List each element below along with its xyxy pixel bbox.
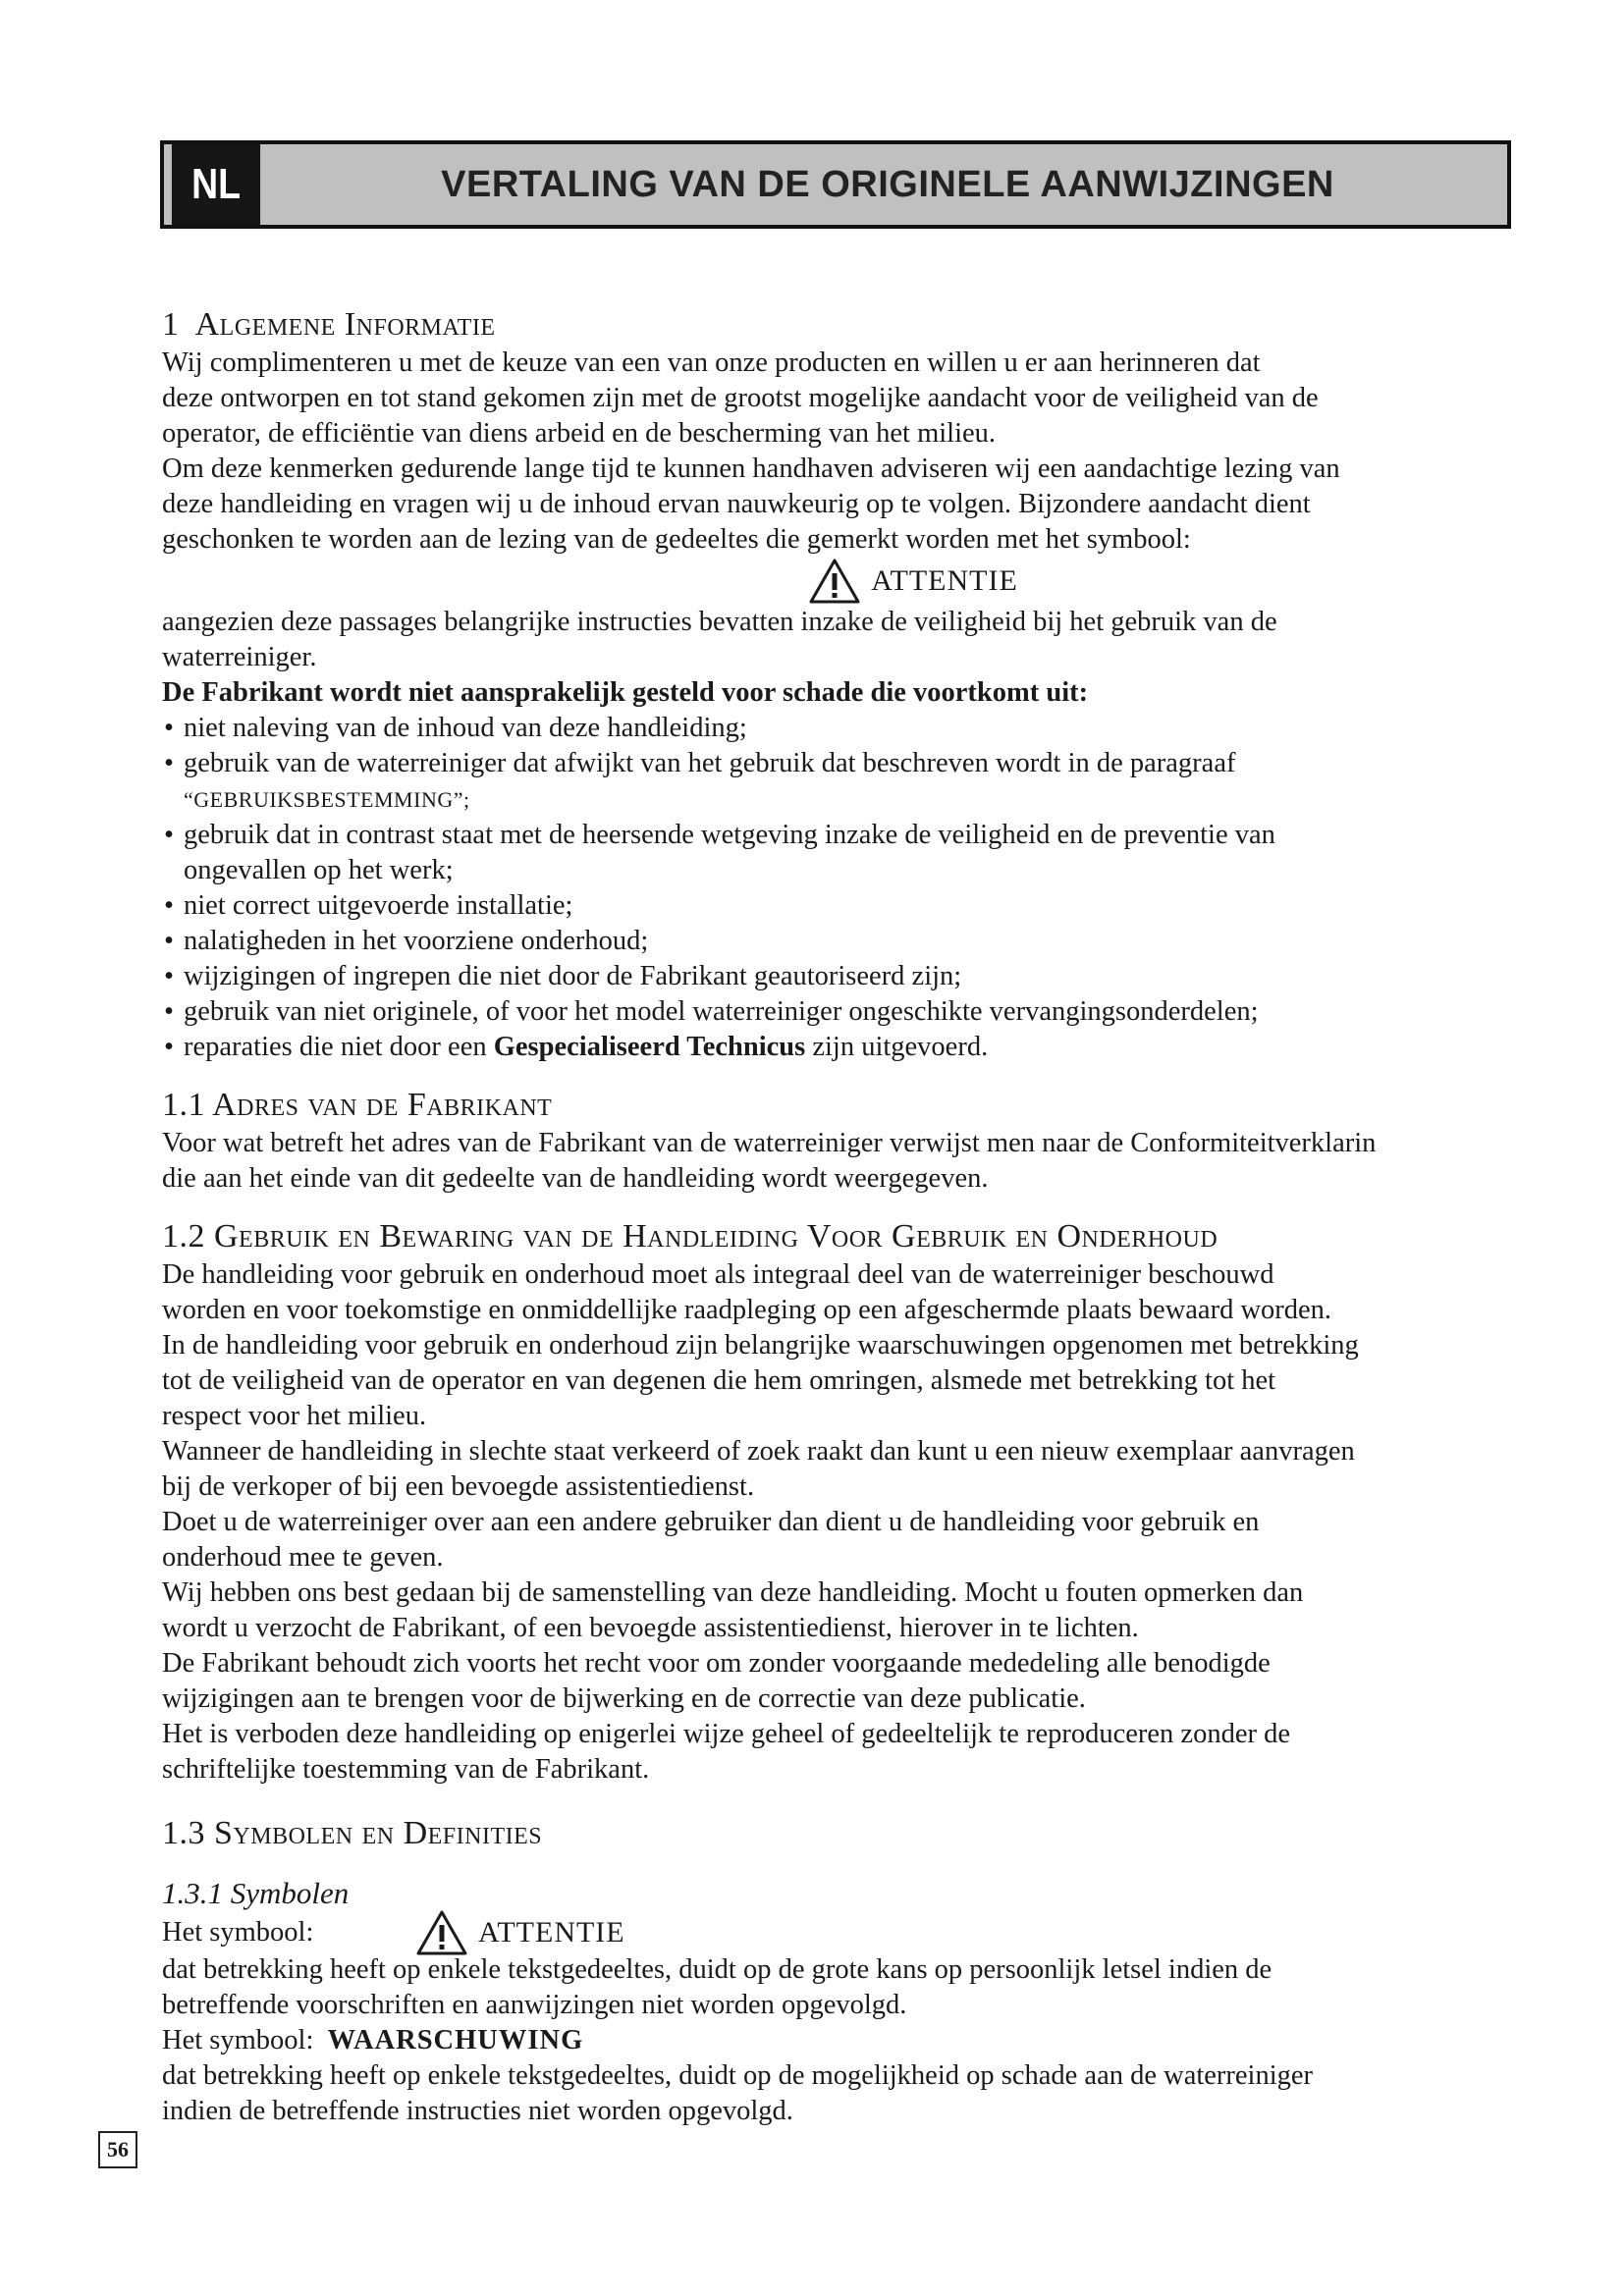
list-item: • gebruik van de waterreiniger dat afwijkt van het gebruik dat beschreven wordt in de paragraaf “GEBRUIKSBESTEMMING”; — [162, 746, 1586, 818]
page-header — [160, 140, 1511, 229]
paragraph-line: respect voor het milieu. — [162, 1401, 427, 1431]
usage-reference: “GEBRUIKSBESTEMMING”; — [184, 787, 470, 812]
section-1-1-heading — [162, 1085, 1586, 1126]
paragraph-line: waterreiniger. — [162, 642, 317, 672]
paragraph-line: Wij hebben ons best gedaan bij de samenstelling van deze handleiding. Mocht u fouten opmerken dan — [162, 1577, 1304, 1608]
paragraph-line: dat betrekking heeft op enkele tekstgedeeltes, duidt op de grote kans op persoonlijk letsel indien de — [162, 1954, 1272, 1985]
paragraph-line: tot de veiligheid van de operator en van degenen die hem omringen, alsmede met betrekking tot het — [162, 1365, 1276, 1396]
attention-symbol-block — [241, 558, 1586, 605]
page-number: 56 — [98, 2131, 137, 2168]
section-title: Adres van de Fabrikant — [212, 1087, 553, 1123]
paragraph-line: operator, de efficiëntie van diens arbeid en de bescherming van het milieu. — [162, 418, 997, 449]
document-body — [162, 304, 1586, 2129]
paragraph-line: Voor wat betreft het adres van de Fabrikant van de waterreiniger verwijst men naar de Conformiteitverklarin — [162, 1128, 1377, 1158]
paragraph-line: schriftelijke toestemming van de Fabrikant. — [162, 1754, 650, 1785]
paragraph-line: wordt u verzocht de Fabrikant, of een bevoegde assistentiedienst, hierover in te lichten. — [162, 1613, 1139, 1643]
paragraph-line: De Fabrikant behoudt zich voorts het recht voor om zonder voorgaande mededeling alle benodigde — [162, 1648, 1271, 1679]
paragraph-line: Het is verboden deze handleiding op enigerlei wijze geheel of gedeeltelijk te reproduceren zonder de — [162, 1719, 1290, 1749]
warning-label: WAARSCHUWING — [327, 2025, 584, 2056]
subsection-title: 1.3.1 Symbolen — [162, 1876, 350, 1910]
list-item: • reparaties die niet door een Gespecialiseerd Technicus zijn uitgevoerd. — [162, 1030, 1586, 1065]
liability-list — [162, 711, 1586, 1065]
list-item: • niet correct uitgevoerde installatie; — [162, 888, 1586, 924]
paragraph-line: Doet u de waterreiniger over aan een andere gebruiker dan dient u de handleiding voor gebruik en — [162, 1507, 1260, 1537]
list-item: • nalatigheden in het voorziene onderhoud; — [162, 924, 1586, 959]
section-number: 1 — [162, 306, 180, 343]
symbol-label: Het symbool: — [162, 1917, 314, 1948]
list-item: • wijzigingen of ingrepen die niet door de Fabrikant geautoriseerd zijn; — [162, 959, 1586, 994]
paragraph-line: In de handleiding voor gebruik en onderhoud zijn belangrijke waarschuwingen opgenomen met betrekking — [162, 1330, 1359, 1361]
attention-label: ATTENTIE — [478, 1916, 625, 1949]
warning-triangle-icon — [415, 1909, 468, 1956]
paragraph-line: betreffende voorschriften en aanwijzingen niet worden opgevolgd. — [162, 1990, 907, 2020]
paragraph-line: worden en voor toekomstige en onmiddellijke raadpleging op een afgeschermde plaats bewaard worden. — [162, 1295, 1332, 1325]
list-item: • niet naleving van de inhoud van deze handleiding; — [162, 711, 1586, 746]
section-1-2-heading — [162, 1216, 1586, 1257]
section-1-heading — [162, 304, 1586, 346]
paragraph-line: dat betrekking heeft op enkele tekstgedeeltes, duidt op de mogelijkheid op schade aan de waterreiniger — [162, 2060, 1314, 2091]
section-number: 1.1 — [162, 1087, 205, 1123]
section-1-3-heading — [162, 1813, 1586, 1854]
symbol-label: Het symbool: — [162, 2025, 314, 2056]
paragraph-line: De handleiding voor gebruik en onderhoud moet als integraal deel van de waterreiniger beschouwd — [162, 1259, 1274, 1290]
paragraph-line: deze ontworpen en tot stand gekomen zijn met de grootst mogelijke aandacht voor de veiligheid van de — [162, 383, 1319, 413]
paragraph-line: Wij complimenteren u met de keuze van een van onze producten en willen u er aan herinneren dat — [162, 347, 1261, 378]
section-number: 1.3 — [162, 1815, 205, 1851]
section-title: Symbolen en Definities — [214, 1815, 543, 1851]
paragraph-line: onderhoud mee te geven. — [162, 1542, 444, 1573]
list-item: • gebruik dat in contrast staat met de heersende wetgeving inzake de veiligheid en de preventie van ongevallen op het werk; — [162, 818, 1586, 888]
specialist-term: Gespecialiseerd Technicus — [493, 1032, 806, 1062]
paragraph-line: die aan het einde van dit gedeelte van de handleiding wordt weergegeven. — [162, 1163, 989, 1194]
attention-symbol-row — [162, 1913, 1586, 1952]
paragraph-line: bij de verkoper of bij een bevoegde assistentiedienst. — [162, 1471, 755, 1502]
paragraph-line: wijzigingen aan te brengen voor de bijwerking en de correctie van deze publicatie. — [162, 1683, 1086, 1714]
paragraph-line: Wanneer de handleiding in slechte staat verkeerd of zoek raakt dan kunt u een nieuw exemplaar aanvragen — [162, 1436, 1355, 1467]
list-item: • gebruik van niet originele, of voor het model waterreiniger ongeschikte vervangingsonderdelen; — [162, 994, 1586, 1030]
paragraph-line: deze handleiding en vragen wij u de inhoud ervan nauwkeurig op te volgen. Bijzondere aandacht dient — [162, 489, 1311, 519]
warning-triangle-icon — [808, 558, 861, 605]
section-title: Gebruik en Bewaring van de Handleiding Voor Gebruik en Onderhoud — [214, 1218, 1218, 1255]
header-title: VERTALING VAN DE ORIGINELE AANWIJZINGEN — [441, 163, 1334, 205]
section-title: Algemene Informatie — [194, 306, 496, 343]
section-number: 1.2 — [162, 1218, 205, 1255]
attention-label: ATTENTIE — [871, 564, 1018, 597]
paragraph-line: indien de betreffende instructies niet worden opgevolgd. — [162, 2096, 793, 2126]
liability-heading: De Fabrikant wordt niet aansprakelijk gesteld voor schade die voortkomt uit: — [162, 677, 1089, 708]
warning-symbol-row — [162, 2023, 1586, 2058]
language-badge: NL — [172, 144, 260, 225]
paragraph-line: Om deze kenmerken gedurende lange tijd te kunnen handhaven adviseren wij een aandachtige lezing van — [162, 454, 1340, 484]
paragraph-line: aangezien deze passages belangrijke instructies bevatten inzake de veiligheid bij het gebruik van de — [162, 607, 1277, 637]
paragraph-line: geschonken te worden aan de lezing van de gedeeltes die gemerkt worden met het symbool: — [162, 524, 1191, 555]
